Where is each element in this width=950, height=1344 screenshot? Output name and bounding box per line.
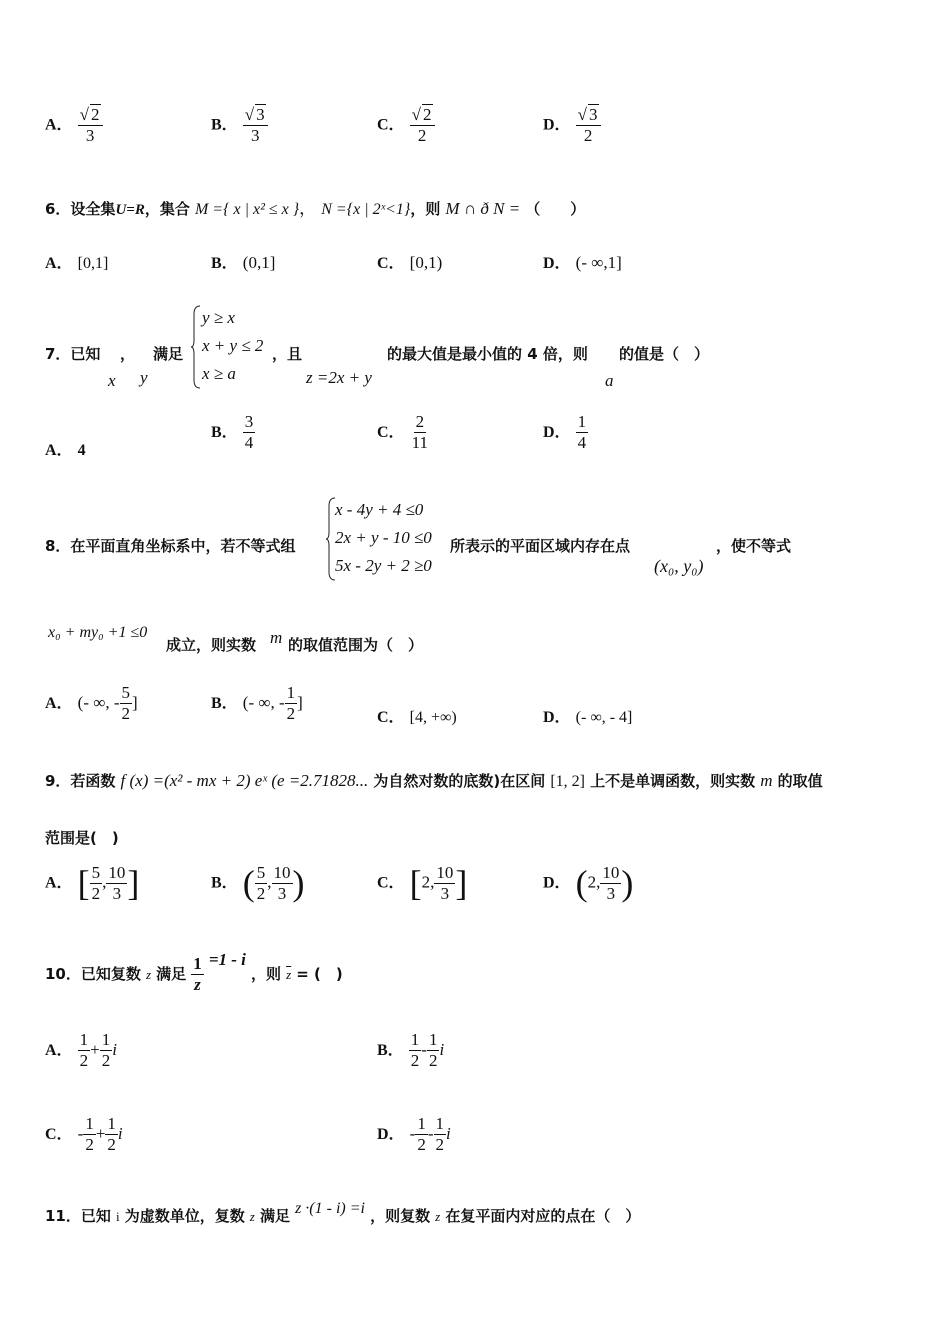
- interval: [1, 2]: [550, 773, 585, 790]
- set-expression: M ∩ ð N =: [445, 199, 521, 218]
- option-fraction: $\frac{√ 3}{2}$: [576, 104, 601, 146]
- q10-option-d[interactable]: D． - $\frac{1}{2}$ - $\frac{1}{2}$ i: [377, 1114, 451, 1154]
- q8-option-a[interactable]: A． (- ∞, - $\frac{5}{2}$ ]: [45, 683, 138, 723]
- q9-option-a[interactable]: A． [ $\frac{5}{2}$ , $\frac{10}{3}$ ]: [45, 862, 140, 903]
- equation-expression: z ·(1 - i) =i: [295, 1200, 365, 1217]
- z-expression: z =2x + y: [306, 368, 372, 387]
- q11-stem: 11．已知 i 为虚数单位，复数 z 满足 z ·(1 - i) =i ，则复数 z 在复平面内对应的点在（ ）: [45, 1200, 641, 1225]
- q6-option-a[interactable]: A． [0,1]: [45, 255, 109, 272]
- option-label: D．: [543, 116, 571, 134]
- q5-option-c[interactable]: [377, 104, 435, 146]
- q7-option-a[interactable]: A． 4: [45, 442, 86, 459]
- option-fraction: $\frac{√ 3}{3}$: [243, 104, 268, 146]
- set-n: N ={x | 2ˣ<1}: [321, 201, 411, 218]
- left-brace: [190, 304, 202, 390]
- q7-option-c[interactable]: C． $\frac{2}{11}$: [377, 412, 429, 452]
- q6-option-d[interactable]: D． (- ∞,1]: [543, 253, 622, 272]
- q5-option-b[interactable]: [211, 104, 268, 146]
- q6-option-c[interactable]: C． [0,1): [377, 253, 443, 272]
- option-label: A．: [45, 116, 73, 134]
- q7-option-d[interactable]: D． $\frac{1}{4}$: [543, 412, 587, 452]
- inequality-expression: x₀ + my₀ +1 ≤0: [48, 624, 148, 641]
- q5-option-d[interactable]: [543, 104, 601, 146]
- q10-stem: 10．已知复数 z 满足 $\frac{1}{z}$ =1 - i ，则 $\overline{z}$ = ( ): [45, 950, 343, 994]
- q6-stem: 6．设全集U=R，集合 M ={ x | x² ≤ x }， N ={x | 2ˣ<1}，则 M ∩ ð N = （ ）: [45, 199, 586, 218]
- q8-option-c[interactable]: C． [4, +∞): [377, 709, 457, 726]
- q9-stem: 9．若函数 f (x) =(x² - mx + 2) eˣ (e =2.71828... 为自然对数的底数)在区间 [1, 2] 上不是单调函数，则实数 m 的取值: [45, 771, 823, 790]
- q10-option-a[interactable]: A． $\frac{1}{2}$ + $\frac{1}{2}$ i: [45, 1030, 117, 1070]
- option-fraction: $\frac{√ 2}{2}$: [410, 104, 435, 146]
- option-label: C．: [377, 116, 405, 134]
- function-expression: f (x) =(x² - mx + 2) eˣ (e =2.71828...: [120, 771, 369, 790]
- q9-stem-continued: 范围是( ): [45, 829, 119, 847]
- q7-option-b[interactable]: B． $\frac{3}{4}$: [211, 412, 254, 452]
- z-conjugate: $\overline{z}$: [286, 967, 292, 982]
- set-m: M ={ x | x² ≤ x }: [194, 201, 300, 218]
- equation-fraction: $\frac{1}{z}$: [193, 954, 202, 994]
- option-label: B．: [211, 116, 238, 134]
- q10-option-c[interactable]: C． - $\frac{1}{2}$ + $\frac{1}{2}$ i: [45, 1114, 123, 1154]
- point-expression: (x₀, y₀): [654, 556, 704, 576]
- q9-option-b[interactable]: B． ( $\frac{5}{2}$ , $\frac{10}{3}$ ): [211, 862, 305, 903]
- q8-option-b[interactable]: B． (- ∞, - $\frac{1}{2}$ ]: [211, 683, 303, 723]
- q9-option-c[interactable]: C． [2, $\frac{10}{3}$ ]: [377, 862, 468, 903]
- q6-option-b[interactable]: B． (0,1]: [211, 253, 276, 272]
- option-fraction: $\frac{√ 2}{3}$: [78, 104, 103, 146]
- q5-option-a[interactable]: [45, 104, 103, 146]
- q10-option-b[interactable]: B． $\frac{1}{2}$ - $\frac{1}{2}$ i: [377, 1030, 445, 1070]
- q9-option-d[interactable]: D． (2, $\frac{10}{3}$ ): [543, 862, 634, 903]
- q8-option-d[interactable]: D． (- ∞, - 4]: [543, 709, 633, 726]
